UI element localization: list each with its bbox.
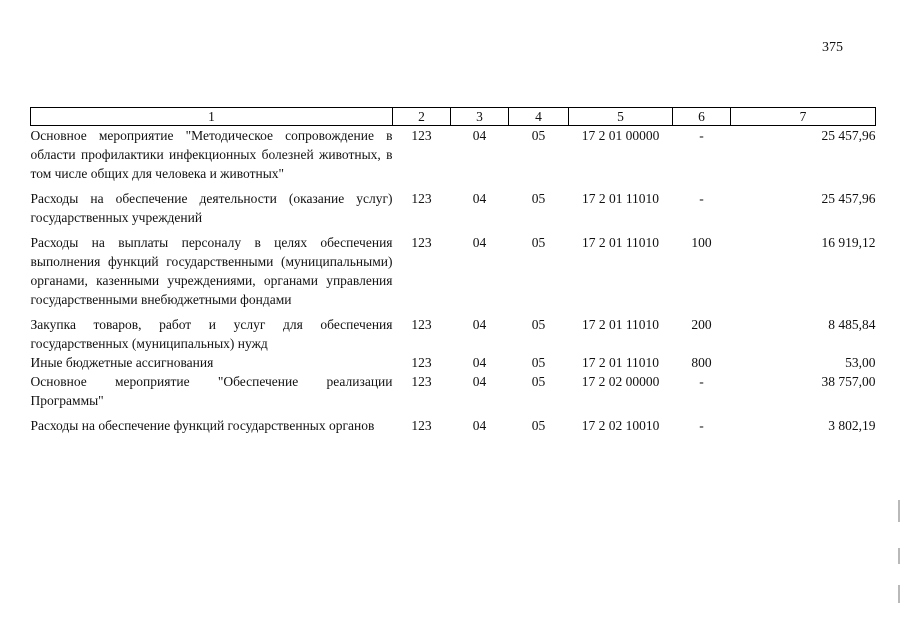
row-target: 17 2 01 11010: [581, 191, 660, 206]
column-header: 2: [393, 108, 451, 126]
column-header: 6: [673, 108, 731, 126]
row-amount: 8 485,84: [828, 317, 876, 332]
row-code: 123: [411, 374, 432, 389]
scan-artifact: [898, 548, 900, 564]
budget-table: [30, 107, 876, 435]
row-code: 123: [411, 128, 432, 143]
row-code: 123: [411, 418, 432, 433]
row-type: 200: [691, 317, 712, 332]
row-target: 17 2 02 00000: [581, 374, 660, 389]
row-name: Расходы на обеспечение функций государственных органов: [30, 418, 375, 433]
table-row: [31, 353, 876, 372]
table-row: [31, 315, 876, 353]
column-header: 4: [509, 108, 569, 126]
row-amount: 38 757,00: [821, 374, 876, 389]
row-name: Закупка товаров, работ и услуг для обеспечения государственных (муниципальных) нужд: [30, 317, 393, 351]
row-subsection: 05: [531, 355, 546, 370]
row-subsection: 05: [531, 418, 546, 433]
row-type: -: [699, 418, 704, 433]
row-target: 17 2 01 11010: [581, 317, 660, 332]
row-amount: 25 457,96: [821, 128, 876, 143]
row-section: 04: [472, 418, 487, 433]
row-name: Основное мероприятие "Методическое сопровождение в области профилактики инфекционных болезней животных, в том числе общих для человека и животных": [30, 128, 393, 181]
row-name: Расходы на обеспечение деятельности (оказание услуг) государственных учреждений: [30, 191, 393, 225]
row-subsection: 05: [531, 128, 546, 143]
row-subsection: 05: [531, 317, 546, 332]
row-subsection: 05: [531, 191, 546, 206]
column-header: 3: [451, 108, 509, 126]
row-amount: 25 457,96: [821, 191, 876, 206]
page-number: 375: [822, 40, 843, 55]
row-target: 17 2 01 11010: [581, 235, 660, 250]
row-section: 04: [472, 355, 487, 370]
row-type: 800: [691, 355, 712, 370]
row-section: 04: [472, 374, 487, 389]
row-subsection: 05: [531, 374, 546, 389]
row-amount: 16 919,12: [821, 235, 876, 250]
row-name: Расходы на выплаты персоналу в целях обеспечения выполнения функций государственными (муниципальными) органами, казенными учреждениями, органами управления государственными внебюджетными фондами: [30, 235, 393, 307]
column-header: 7: [731, 108, 876, 126]
table-header-row: [31, 108, 876, 126]
row-name: Иные бюджетные ассигнования: [30, 355, 214, 370]
row-code: 123: [411, 317, 432, 332]
row-target: 17 2 01 11010: [581, 355, 660, 370]
row-target: 17 2 01 00000: [581, 128, 660, 143]
row-amount: 3 802,19: [828, 418, 876, 433]
row-code: 123: [411, 191, 432, 206]
table-row: [31, 416, 876, 435]
row-type: -: [699, 128, 704, 143]
table-row: [31, 372, 876, 416]
table-row: [31, 233, 876, 315]
row-section: 04: [472, 235, 487, 250]
table-row: [31, 126, 876, 190]
row-type: -: [699, 191, 704, 206]
row-name: Основное мероприятие "Обеспечение реализации Программы": [30, 374, 393, 408]
row-section: 04: [472, 317, 487, 332]
scan-artifact: [898, 585, 900, 603]
row-target: 17 2 02 10010: [581, 418, 660, 433]
row-section: 04: [472, 128, 487, 143]
scan-artifact: [898, 500, 900, 522]
table-row: [31, 189, 876, 233]
row-type: 100: [691, 235, 712, 250]
row-type: -: [699, 374, 704, 389]
column-header: 1: [31, 108, 393, 126]
row-section: 04: [472, 191, 487, 206]
column-header: 5: [569, 108, 673, 126]
row-code: 123: [411, 355, 432, 370]
row-amount: 53,00: [845, 355, 876, 370]
row-code: 123: [411, 235, 432, 250]
row-subsection: 05: [531, 235, 546, 250]
